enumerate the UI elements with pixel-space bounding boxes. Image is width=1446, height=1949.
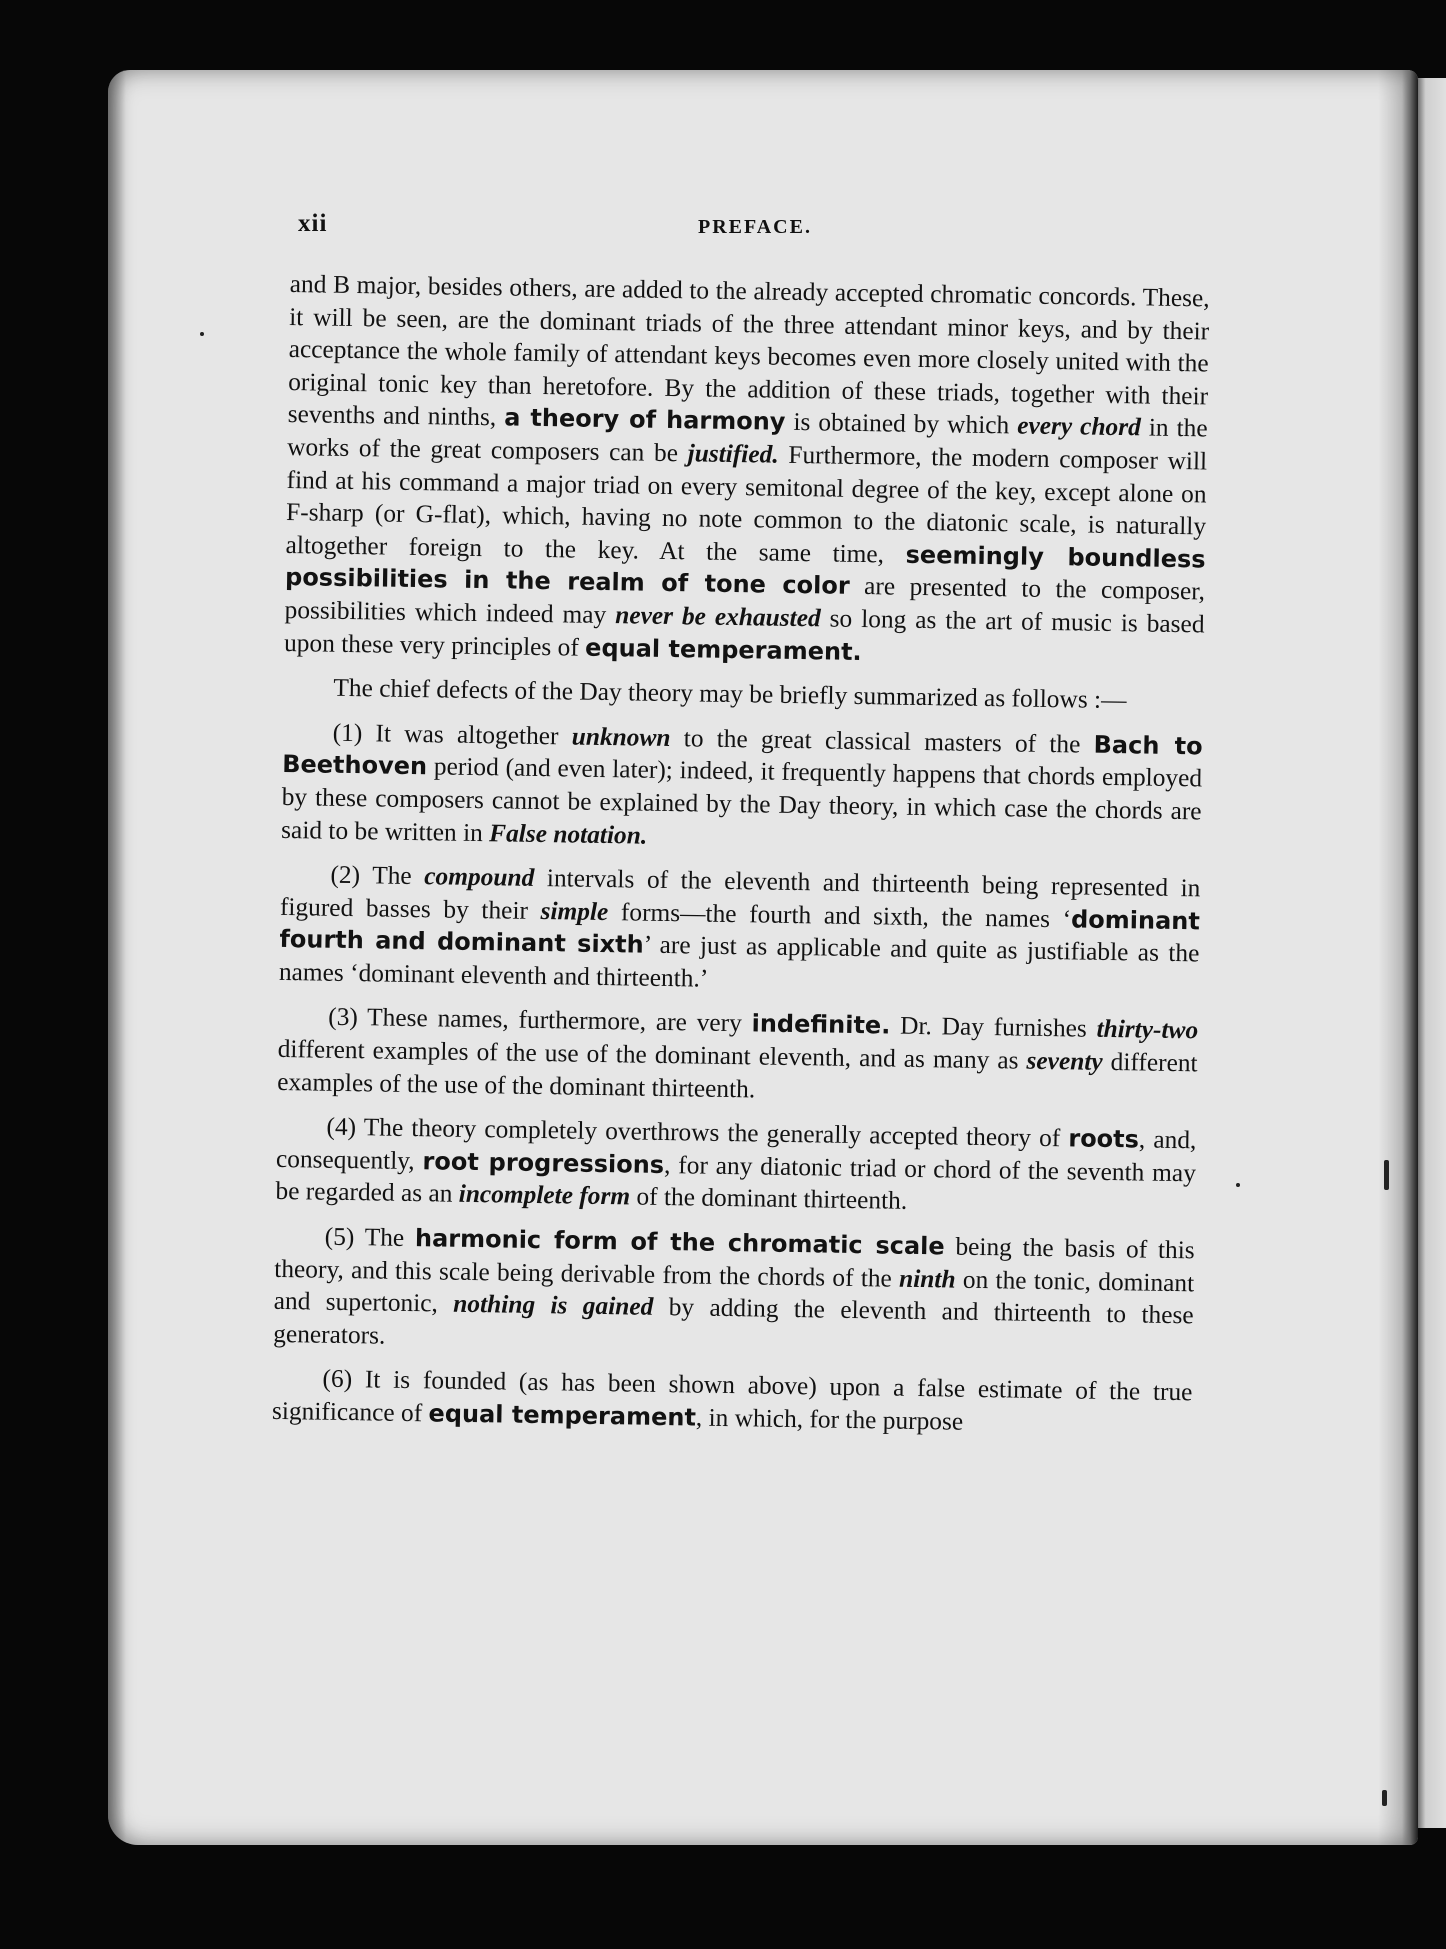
- italic-text: nothing is gained: [453, 1289, 654, 1322]
- text-run: period (and even later); indeed, it frequently happens that chords employed by these composers cannot be explained by the Day theory, in which case the chords are said to be written in: [280, 752, 1203, 847]
- italic-text: justified.: [687, 439, 779, 469]
- text-run: in the works of the great composers can be: [286, 413, 1208, 468]
- italic-text: compound: [424, 862, 535, 893]
- text-run: on the tonic, dominant and supertonic,: [273, 1265, 1195, 1318]
- bold-text: seemingly boundless possibilities in the realm of tone color: [284, 540, 1206, 601]
- italic-text: thirty-two: [1096, 1015, 1199, 1045]
- text-run: so long as the art of music is based upon these very principles of: [283, 604, 1205, 662]
- paragraph: [275, 1110, 1196, 1222]
- italic-text: False notation.: [488, 818, 648, 850]
- text-run: ’ are just as applicable and quite as justifiable as the names ‘dominant eleventh and thirteenth.’: [278, 930, 1200, 993]
- page-header: [298, 210, 1208, 250]
- text-run: (3) These names, furthermore, are very: [328, 1003, 752, 1038]
- text-run: forms—the fourth and sixth, the names ‘: [608, 897, 1072, 934]
- page-left-shadow: [108, 70, 126, 1845]
- bold-text: equal temperament.: [584, 633, 862, 666]
- text-run: and B major, besides others, are added to the already accepted chromatic concords. These, it will be seen, are the dominant triads of the three attendant minor keys, and by their acceptance the whole family of attendant keys becomes even more closely united with the original tonic key than heretofore. By the addition of these triads, together with their sevenths and ninths,: [287, 269, 1210, 432]
- italic-text: unknown: [571, 722, 671, 752]
- italic-text: ninth: [898, 1264, 956, 1294]
- body-text: [272, 268, 1210, 1442]
- text-run: (1) It was altogether: [332, 718, 572, 751]
- text-run: of the dominant thirteenth.: [629, 1182, 908, 1216]
- bold-text: dominant fourth and dominant sixth: [279, 905, 1201, 959]
- paragraph: [283, 671, 1203, 718]
- text-run: intervals of the eleventh and thirteenth being represented in figured basses by their: [279, 864, 1201, 925]
- bold-text: indefinite.: [751, 1009, 891, 1040]
- italic-text: every chord: [1017, 411, 1142, 442]
- bold-text: a theory of harmony: [503, 403, 786, 437]
- paragraph: [277, 1000, 1198, 1112]
- text-run: (6) It is founded (as has been shown above) upon a false estimate of the true significance of: [271, 1365, 1193, 1428]
- text-run: (2) The: [330, 860, 425, 891]
- text-run: are presented to the composer, possibilities which indeed may: [284, 572, 1206, 630]
- bold-text: Bach to Beethoven: [281, 730, 1203, 781]
- text-run: (4) The theory completely overthrows the generally accepted theory of: [326, 1112, 1069, 1153]
- text-run: to the great classical masters of the: [670, 723, 1094, 759]
- ink-speck: [1382, 1790, 1387, 1806]
- italic-text: simple: [540, 896, 609, 926]
- text-run: , in which, for the purpose: [695, 1403, 964, 1436]
- paragraph: [281, 716, 1203, 861]
- text-run: being the basis of this theory, and this scale being derivable from the chords of the: [274, 1232, 1195, 1293]
- ink-speck: [1236, 1183, 1240, 1187]
- paragraph: [284, 268, 1210, 674]
- ink-speck: [1384, 1160, 1389, 1190]
- gutter-shadow: [1378, 70, 1418, 1845]
- text-run: Dr. Day furnishes: [890, 1011, 1097, 1044]
- text-run: is obtained by which: [785, 408, 1018, 440]
- page-number: xii: [298, 210, 328, 237]
- bold-text: roots: [1068, 1124, 1140, 1154]
- running-head: PREFACE.: [698, 216, 812, 238]
- text-run: different examples of the use of the dominant eleventh, and as many as: [277, 1034, 1027, 1075]
- text-run: Furthermore, the modern composer will find at his command a major triad on every semitonal degree of the key, except alone on F-sharp (or G-flat), which, having no note common to the diatonic scale, is naturally altogether foreign to the key. At the same time,: [285, 440, 1208, 569]
- text-run: , and, consequently,: [275, 1125, 1197, 1176]
- italic-text: incomplete form: [458, 1180, 631, 1211]
- italic-text: seventy: [1026, 1046, 1103, 1076]
- italic-text: never be exhausted: [614, 601, 821, 633]
- text-run: different examples of the use of the dominant thirteenth.: [276, 1047, 1198, 1104]
- text-run: , for any diatonic triad or chord of the seventh may be regarded as an: [275, 1150, 1197, 1209]
- text-run: The chief defects of the Day theory may be briefly summarized as follows :—: [333, 673, 1127, 715]
- text-run: by adding the eleventh and thirteenth to these generators.: [273, 1293, 1194, 1350]
- bold-text: root progressions: [422, 1147, 665, 1179]
- bold-text: equal temperament: [428, 1399, 697, 1432]
- paragraph: [279, 858, 1201, 1003]
- paragraph: [273, 1220, 1195, 1365]
- text-run: (5) The: [324, 1222, 416, 1253]
- ink-speck: [200, 332, 204, 336]
- bold-text: harmonic form of the chromatic scale: [414, 1224, 945, 1261]
